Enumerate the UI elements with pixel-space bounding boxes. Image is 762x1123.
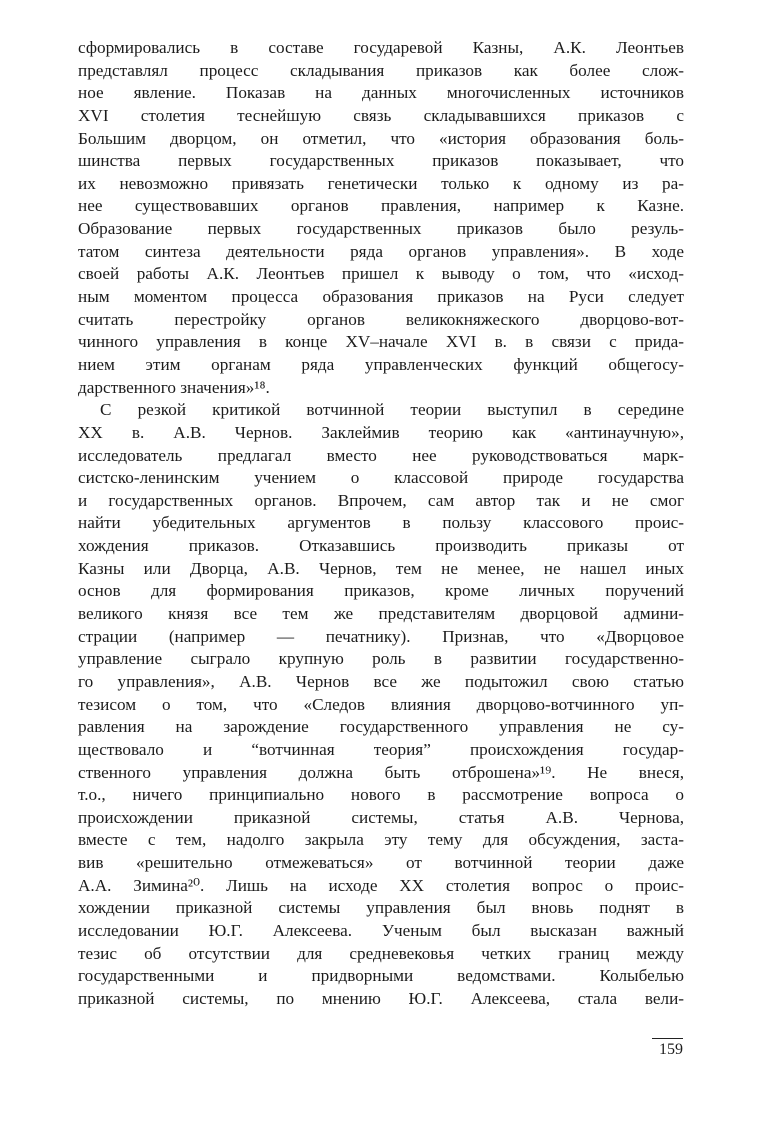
text-line: Образование первых государственных приказов было резуль- — [78, 219, 684, 239]
text-line: дарственного значения»¹⁸. — [78, 377, 270, 397]
text-line: своей работы А.К. Леонтьев пришел к выводу о том, что «исход- — [78, 264, 684, 284]
text-line: го управления», А.В. Чернов все же подытожил свою статью — [78, 671, 684, 691]
text-line: равления на зарождение государственного управления не су- — [78, 717, 684, 737]
page-body — [78, 37, 684, 1011]
text-line: государственными и придворными ведомствами. Колыбелью — [78, 966, 684, 986]
text-line: великого князя все тем же представителям дворцовой админи- — [78, 604, 684, 624]
text-line: ществовало и “вотчинная теория” происхождения государ- — [78, 739, 684, 759]
text-line: ственного управления должна быть отброшена»¹⁹. Не внеся, — [78, 762, 684, 782]
text-line: систско-ленинским учением о классовой природе государства — [78, 468, 684, 488]
text-line: нее существовавших органов правления, например к Казне. — [78, 196, 684, 216]
text-line: их невозможно привязать генетически только к одному из ра- — [78, 173, 684, 193]
page-number: 159 — [652, 1038, 683, 1059]
text-line: и государственных органов. Впрочем, сам автор так и не смог — [78, 490, 684, 510]
text-line: управление сыграло крупную роль в развитии государственно- — [78, 649, 684, 669]
text-line: страции (например — печатнику). Признав, что «Дворцовое — [78, 626, 684, 646]
text-line: татом синтеза деятельности ряда органов управления». В ходе — [78, 241, 684, 261]
text-line: исследователь предлагал вместо нее руководствоваться марк- — [78, 445, 684, 465]
text-line: хождении приказной системы управления был вновь поднят в — [78, 898, 684, 918]
text-line: Казны или Дворца, А.В. Чернов, тем не менее, не нашел иных — [78, 558, 684, 578]
text-line: основ для формирования приказов, кроме личных поручений — [78, 581, 684, 601]
text-line: происхождении приказной системы, статья А.В. Чернова, — [78, 807, 684, 827]
text-line: С резкой критикой вотчинной теории выступил в середине — [100, 400, 684, 420]
text-line: приказной системы, по мнению Ю.Г. Алексеева, стала вели- — [78, 988, 684, 1008]
text-line: ное явление. Показав на данных многочисленных источников — [78, 83, 684, 103]
text-line: вив «решительно отмежеваться» от вотчинной теории даже — [78, 853, 684, 873]
text-line: XX в. А.В. Чернов. Заклеймив теорию как «антинаучную», — [78, 422, 684, 442]
paragraph — [78, 399, 684, 1010]
paragraph — [78, 37, 684, 399]
text-line: т.о., ничего принципиально нового в рассмотрение вопроса о — [78, 785, 684, 805]
text-line: хождения приказов. Отказавшись производить приказы от — [78, 536, 684, 556]
text-line: ным моментом процесса образования приказов на Руси следует — [78, 287, 684, 307]
text-line: А.А. Зимина²⁰. Лишь на исходе XX столетия вопрос о проис- — [78, 875, 684, 895]
text-line: сформировались в составе государевой Казны, А.К. Леонтьев — [78, 38, 684, 57]
text-line: XVI столетия теснейшую связь складывавшихся приказов с — [78, 105, 684, 125]
text-line: шинства первых государственных приказов показывает, что — [78, 151, 684, 171]
text-line: чинного управления в конце XV–начале XVI в. в связи с прида- — [78, 332, 684, 352]
text-line: Большим дворцом, он отметил, что «история образования боль- — [78, 128, 684, 148]
text-line: считать перестройку органов великокняжеского дворцово-вот- — [78, 309, 684, 329]
text-line: нием этим органам ряда управленческих функций общегосу- — [78, 354, 684, 374]
text-line: тезис об отсутствии для средневековья четких границ между — [78, 943, 684, 963]
text-line: исследовании Ю.Г. Алексеева. Ученым был высказан важный — [78, 920, 684, 940]
text-line: представлял процесс складывания приказов как более слож- — [78, 60, 684, 80]
text-line: найти убедительных аргументов в пользу классового проис- — [78, 513, 684, 533]
text-line: вместе с тем, надолго закрыла эту тему для обсуждения, заста- — [78, 830, 684, 850]
text-line: тезисом о том, что «Следов влияния дворцово-вотчинного уп- — [78, 694, 684, 714]
